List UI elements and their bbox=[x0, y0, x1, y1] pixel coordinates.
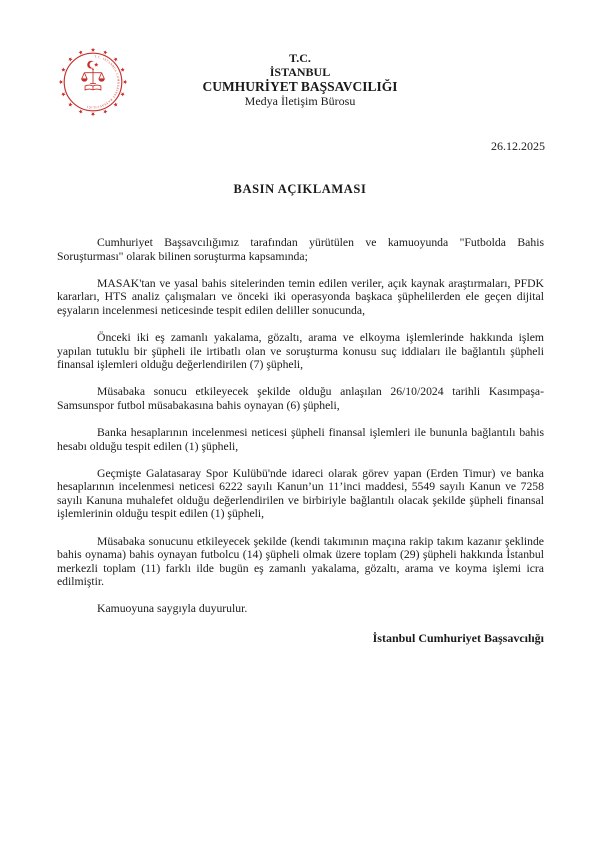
document-body bbox=[57, 236, 544, 646]
letterhead-office: CUMHURİYET BAŞSAVCILIĞI bbox=[202, 79, 398, 94]
paragraph: Banka hesaplarının incelenmesi neticesi şüpheli finansal işlemleri ile bununla bağlantılı bahis hesabı olduğu tespit edilen (1) şüpheli, bbox=[57, 425, 544, 453]
paragraph: Müsabaka sonucu etkileyecek şekilde olduğu anlaşılan 26/10/2024 tarihli Kasımpaşa-Samsunspor futbol müsabakasına bahis oynayan (6) şüpheli, bbox=[57, 385, 544, 412]
emblem-ring-text: T.C. İSTANBUL CUMHURİYET BAŞSAVCILIĞI bbox=[86, 54, 121, 110]
letterhead-bureau: Medya İletişim Bürosu bbox=[244, 94, 356, 108]
document-date: 26.12.2025 bbox=[491, 139, 545, 153]
paragraph: MASAK'tan ve yasal bahis sitelerinden temin edilen veriler, açık kaynak araştırmaları, PFDK kararları, HTS analiz çalışmaları ve önceki iki operasyonda başkaca şüphelilerden ele geçen dijital eşyaların incelenmesi neticesinde tespit edilen deliller sonucunda, bbox=[57, 276, 544, 317]
paragraph: Geçmişte Galatasaray Spor Kulübü'nde idareci olarak görev yapan (Erden Timur) ve banka hesaplarının incelenmesi neticesi 6222 sayılı Kanun’un 11’inci maddesi, 5549 sayılı Kanun ve 7258 sayılı Kanuna muhalefet olduğu değerlendirilen ve birbiriyle bağlantılı olacak şekilde şüpheli finansal işlemlerinin olduğu tespit edilen (1) şüpheli, bbox=[57, 466, 544, 521]
letterhead-city: İSTANBUL bbox=[269, 65, 331, 79]
letterhead-republic: T.C. bbox=[289, 51, 311, 65]
signature: İstanbul Cumhuriyet Başsavcılığı bbox=[372, 630, 544, 645]
closing-line: Kamuoyuna saygıyla duyurulur. bbox=[97, 602, 248, 616]
paragraph: Müsabaka sonucunu etkileyecek şekilde (kendi takımının maçına rakip takım kazanır şeklinde bahis oynama) bahis oynayan futbolcu (14) şüpheli olmak üzere toplam (29) şüpheli hakkında İstanbul merkezli toplam (11) farklı ilde bugün eş zamanlı yakalama, gözaltı, arama ve koyma işlemi icra edilmiştir. bbox=[57, 534, 544, 589]
letterhead bbox=[0, 52, 600, 108]
paragraph: Cumhuriyet Başsavcılığımız tarafından yürütülen ve kamuoyunda "Futbolda Bahis Soruşturması" olarak bilinen soruşturma kapsamında; bbox=[57, 236, 544, 263]
paragraph: Önceki iki eş zamanlı yakalama, gözaltı, arama ve elkoyma işlemlerinde hakkında işlem yapılan tutuklu bir şüpheli ile irtibatlı olan ve soruşturma konusu suç iddiaları ile bağlantılı şüpheli finansal işlemleri olduğu değerlendirilen (7) şüpheli, bbox=[57, 330, 544, 372]
document-title: BASIN AÇIKLAMASI bbox=[233, 182, 367, 196]
